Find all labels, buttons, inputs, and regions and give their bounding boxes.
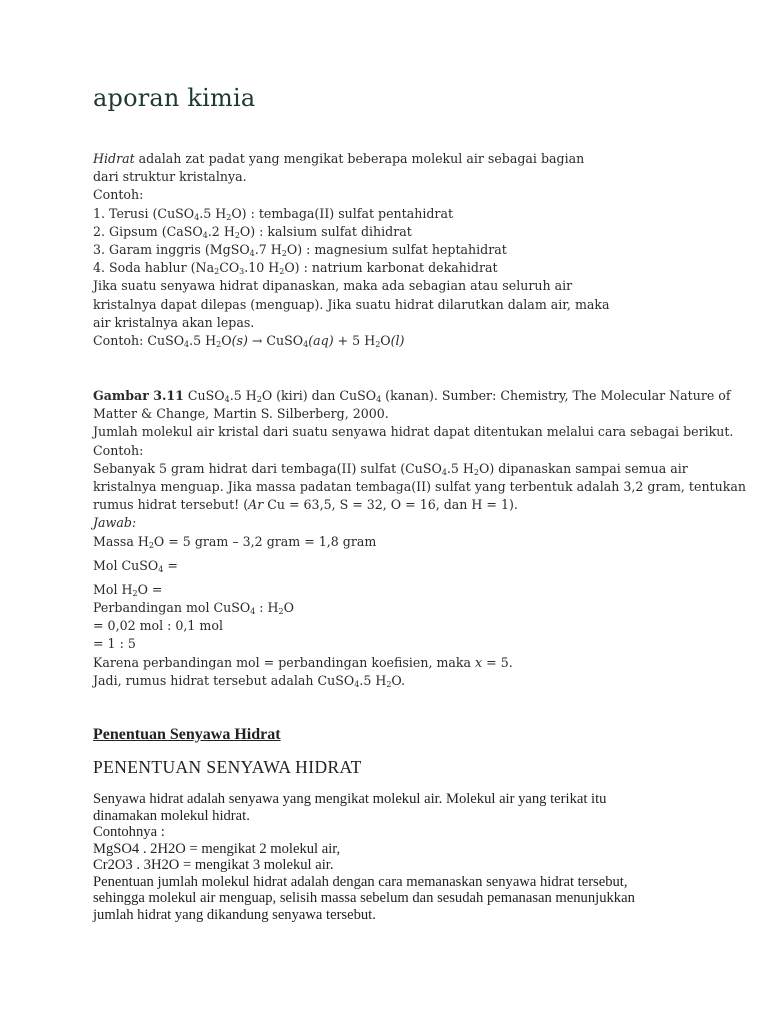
hydrate-definition-section bbox=[93, 150, 610, 350]
subscript: 2 bbox=[216, 339, 222, 349]
text-line bbox=[93, 599, 746, 617]
text-line: Cr2O3 . 3H2O = mengikat 3 molekul air. bbox=[93, 857, 334, 873]
text-run: Perbandingan mol CuSO bbox=[93, 600, 251, 616]
text-run: O) : magnesium sulfat heptahidrat bbox=[286, 241, 507, 257]
text-run: O = bbox=[137, 581, 163, 597]
text-run: O) : tembaga(II) sulfat pentahidrat bbox=[231, 205, 454, 221]
state-label: (s) bbox=[231, 332, 248, 348]
text-line: air kristalnya akan lepas. bbox=[93, 314, 255, 330]
text-run: + 5 H bbox=[333, 332, 376, 348]
subscript: 2 bbox=[256, 395, 262, 404]
text-line: Jumlah molekul air kristal dari suatu senyawa hidrat dapat ditentukan melalui cara sebagai berikut. bbox=[93, 424, 734, 440]
subscript: 2 bbox=[148, 540, 154, 550]
subscript: 4 bbox=[250, 607, 256, 617]
text-run: O bbox=[380, 332, 391, 348]
text-run: .7 H bbox=[254, 241, 282, 257]
text-run: 4. Soda hablur (Na bbox=[93, 260, 215, 276]
text-run: rumus hidrat tersebut! ( bbox=[93, 497, 249, 513]
text-run: Karena perbandingan mol = perbandingan koefisien, maka bbox=[93, 654, 476, 670]
text-run: O bbox=[283, 600, 294, 616]
term-hidrat: Hidrat bbox=[93, 151, 135, 166]
example-calculation-section bbox=[93, 387, 746, 690]
text-run: Ar bbox=[248, 497, 264, 513]
page-title: aporan kimia bbox=[93, 84, 256, 112]
text-run: Cu = 63,5, S = 32, O = 16, dan H = 1). bbox=[263, 497, 518, 513]
text-line: sehingga molekul air menguap, selisih massa sebelum dan sesudah pemanasan menunjukkan bbox=[93, 890, 635, 906]
text-run: CuSO bbox=[183, 388, 225, 403]
list-item bbox=[93, 259, 610, 277]
text-run: Jawab: bbox=[93, 515, 137, 531]
subscript: 4 bbox=[202, 230, 208, 240]
text-line: Contoh: bbox=[93, 187, 144, 203]
text-run: O (kiri) dan CuSO bbox=[261, 388, 377, 403]
text-run: O) : kalsium sulfat dihidrat bbox=[239, 223, 412, 239]
text-run: Jadi, rumus hidrat tersebut adalah CuSO bbox=[93, 672, 355, 688]
text-run: .5 H bbox=[359, 672, 387, 688]
text-run: Contoh: CuSO bbox=[93, 332, 185, 348]
text-run: O. bbox=[391, 672, 406, 688]
text-line: Jika suatu senyawa hidrat dipanaskan, maka ada sebagian atau seluruh air bbox=[93, 278, 573, 294]
subscript: 3 bbox=[239, 267, 245, 277]
section-heading-link[interactable]: Penentuan Senyawa Hidrat bbox=[93, 726, 281, 743]
text-run: Mol CuSO bbox=[93, 557, 159, 573]
text-line bbox=[93, 672, 746, 690]
text-line: MgSO4 . 2H2O = mengikat 2 molekul air, bbox=[93, 840, 341, 857]
text-run: 3. Garam inggris (MgSO bbox=[93, 241, 250, 257]
section-heading: PENENTUAN SENYAWA HIDRAT bbox=[93, 757, 362, 777]
text-run: (kanan). Sumber: Chemistry, The Molecular Nature of bbox=[381, 388, 731, 403]
subscript: 2 bbox=[132, 588, 138, 598]
text-run: O bbox=[221, 332, 232, 348]
text-run: CO bbox=[219, 260, 240, 276]
text-line: Contohnya : bbox=[93, 824, 165, 840]
text-line: dari struktur kristalnya. bbox=[93, 169, 247, 185]
figure-caption bbox=[93, 387, 746, 405]
subscript: 2 bbox=[473, 467, 480, 477]
text-line bbox=[93, 581, 746, 599]
list-item bbox=[93, 223, 610, 241]
text-run: O) : natrium karbonat dekahidrat bbox=[284, 260, 498, 276]
text-line bbox=[93, 150, 610, 168]
text-run: Mol H bbox=[93, 581, 133, 597]
text-run: .5 H bbox=[189, 332, 217, 348]
text-run: Massa H bbox=[93, 533, 149, 549]
subscript: 4 bbox=[303, 339, 309, 349]
text-run: .10 H bbox=[244, 260, 280, 276]
state-label: (l) bbox=[390, 332, 405, 348]
subscript: 2 bbox=[375, 339, 381, 349]
subscript: 2 bbox=[278, 607, 284, 617]
subscript: 2 bbox=[226, 212, 232, 222]
text-run: O = 5 gram – 3,2 gram = 1,8 gram bbox=[153, 533, 377, 549]
text-line: dinamakan molekul hidrat. bbox=[93, 807, 250, 824]
text-run: Sebanyak 5 gram hidrat dari tembaga(II) sulfat (CuSO bbox=[93, 460, 442, 476]
text-run: adalah zat padat yang mengikat beberapa molekul air sebagai bagian bbox=[134, 151, 585, 166]
text-line: kristalnya menguap. Jika massa padatan tembaga(II) sulfat yang terbentuk adalah 3,2 gram, tentukan bbox=[93, 478, 746, 494]
text-run: = bbox=[163, 557, 178, 573]
subscript: 2 bbox=[386, 679, 392, 689]
subscript: 4 bbox=[224, 395, 230, 404]
text-line bbox=[93, 533, 746, 551]
text-run: O) dipanaskan sampai semua air bbox=[479, 460, 688, 476]
text-line bbox=[93, 557, 746, 575]
text-line: Penentuan jumlah molekul hidrat adalah dengan cara memanaskan senyawa hidrat tersebut, bbox=[93, 873, 628, 890]
text-line bbox=[93, 496, 746, 514]
hydrate-determination-section bbox=[93, 791, 635, 923]
reaction-equation bbox=[93, 332, 610, 350]
text-line: = 1 : 5 bbox=[93, 636, 136, 652]
subscript: 4 bbox=[441, 467, 447, 477]
subscript: 4 bbox=[249, 248, 255, 258]
list-item bbox=[93, 241, 610, 259]
subscript: 4 bbox=[376, 395, 382, 404]
text-run: .2 H bbox=[207, 223, 235, 239]
text-line: Contoh: bbox=[93, 442, 144, 458]
text-run: 1. Terusi (CuSO bbox=[93, 205, 195, 221]
text-line: Matter & Change, Martin S. Silberberg, 2000. bbox=[93, 406, 389, 422]
figure-label: Gambar 3.11 bbox=[93, 388, 184, 403]
subscript: 2 bbox=[234, 230, 240, 240]
subscript: 2 bbox=[214, 267, 220, 277]
text-run: .5 H bbox=[199, 205, 227, 221]
text-line: jumlah hidrat yang dikandung senyawa tersebut. bbox=[93, 906, 376, 923]
subscript: 4 bbox=[158, 564, 164, 574]
list-item bbox=[93, 205, 610, 223]
subscript: 2 bbox=[279, 267, 285, 277]
subscript: 4 bbox=[184, 339, 190, 349]
text-run: x bbox=[475, 654, 483, 670]
text-line: kristalnya dapat dilepas (menguap). Jika suatu hidrat dilarutkan dalam air, maka bbox=[93, 296, 610, 312]
text-line bbox=[93, 460, 746, 478]
text-run: → CuSO bbox=[247, 332, 304, 348]
subscript: 4 bbox=[354, 679, 360, 689]
text-run: .5 H bbox=[446, 460, 474, 476]
text-line bbox=[93, 654, 746, 672]
subscript: 4 bbox=[194, 212, 200, 222]
text-run: .5 H bbox=[229, 388, 257, 403]
answer-label bbox=[93, 514, 746, 532]
text-run: 2. Gipsum (CaSO bbox=[93, 223, 203, 239]
text-line: = 0,02 mol : 0,1 mol bbox=[93, 618, 223, 634]
text-run: : H bbox=[255, 600, 279, 616]
text-run: = 5. bbox=[482, 654, 513, 670]
subscript: 2 bbox=[281, 248, 287, 258]
text-line: Senyawa hidrat adalah senyawa yang mengikat molekul air. Molekul air yang terikat itu bbox=[93, 791, 607, 807]
state-label: (aq) bbox=[308, 332, 334, 348]
